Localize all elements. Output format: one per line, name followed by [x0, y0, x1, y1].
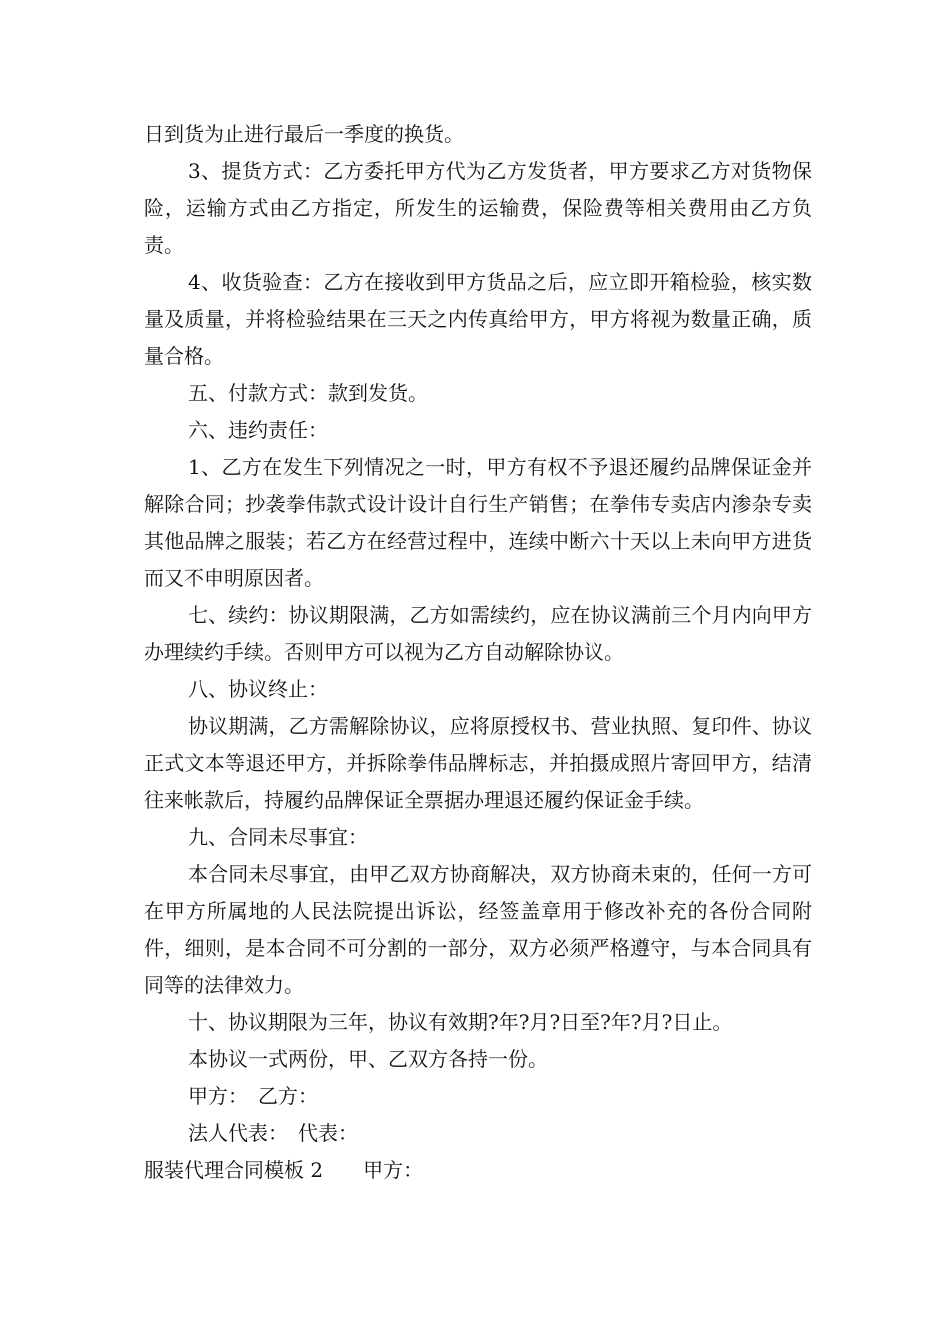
signature-representatives: 法人代表： 代表： [188, 1121, 358, 1145]
next-section-line [144, 1152, 812, 1189]
signature-parties: 甲方： 乙方： [188, 1084, 318, 1108]
next-section-party-label: 甲方： [363, 1158, 424, 1182]
heading-breach-liability: 六、违约责任： [188, 418, 328, 442]
paragraph-pickup-method: 3、提货方式：乙方委托甲方代为乙方发货者，甲方要求乙方对货物保险，运输方式由乙方指定，所发生的运输费，保险费等相关费用由乙方负责。 [144, 159, 812, 257]
heading-termination: 八、协议终止： [188, 677, 328, 701]
paragraph-termination: 协议期满，乙方需解除协议，应将原授权书、营业执照、复印件、协议正式文本等退还甲方，并拆除拳伟品牌标志，并拍摄成照片寄回甲方，结清往来帐款后，持履约品牌保证全票据办理退还履约保证金手续。 [144, 714, 812, 812]
paragraph-0: 日到货为止进行最后一季度的换货。 [144, 122, 464, 146]
heading-outstanding-matters: 九、合同未尽事宜： [188, 825, 368, 849]
paragraph-outstanding-matters: 本合同未尽事宜，由甲乙双方协商解决，双方协商未束的，任何一方可在甲方所属地的人民法院提出诉讼，经签盖章用于修改补充的各份合同附件，细则，是本合同不可分割的一部分，双方必须严格遵守，与本合同具有同等的法律效力。 [144, 862, 812, 997]
next-section-title: 服装代理合同模板 2 [144, 1158, 324, 1182]
document-body [144, 116, 812, 1189]
heading-payment-method: 五、付款方式：款到发货。 [188, 381, 428, 405]
paragraph-renewal: 七、续约：协议期限满，乙方如需续约，应在协议满前三个月内向甲方办理续约手续。否则甲方可以视为乙方自动解除协议。 [144, 603, 812, 664]
paragraph-breach-clause-1: 1、乙方在发生下列情况之一时，甲方有权不予退还履约品牌保证金并解除合同；抄袭拳伟款式设计设计自行生产销售；在拳伟专卖店内渗杂专卖其他品牌之服装；若乙方在经营过程中，连续中断六十天以上未向甲方进货而又不申明原因者。 [144, 455, 812, 590]
paragraph-receipt-inspection: 4、收货验查：乙方在接收到甲方货品之后，应立即开箱检验，核实数量及质量，并将检验结果在三天之内传真给甲方，甲方将视为数量正确，质量合格。 [144, 270, 812, 368]
paragraph-term: 十、协议期限为三年，协议有效期?年?月?日至?年?月?日止。 [188, 1010, 733, 1034]
paragraph-copies: 本协议一式两份，甲、乙双方各持一份。 [188, 1047, 548, 1071]
